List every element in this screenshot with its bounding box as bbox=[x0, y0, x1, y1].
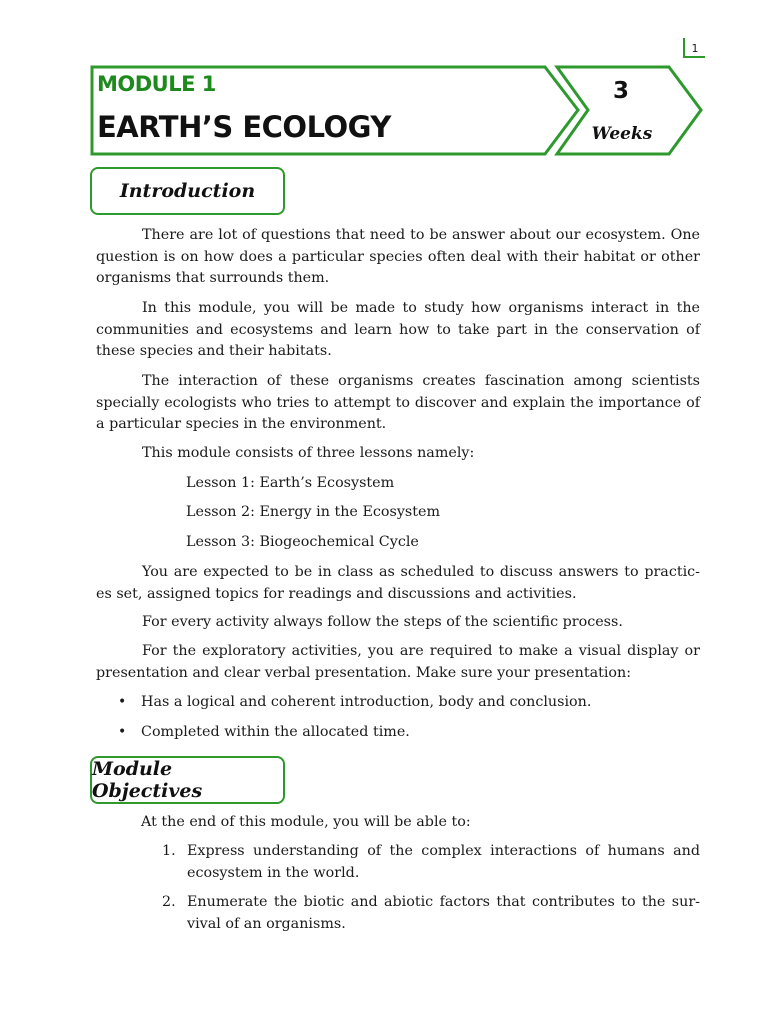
intro-paragraph-6: For every activity always follow the steps of the scientific process. bbox=[142, 614, 623, 630]
objective-item-2: Enumerate the biotic and abiotic factors that contributes to the sur-vival of an organisms. bbox=[187, 894, 700, 932]
bullet-marker: • bbox=[118, 694, 127, 710]
lesson-item-1: Lesson 1: Earth’s Ecosystem bbox=[186, 475, 395, 491]
duration-number: 3 bbox=[612, 78, 629, 104]
objective-number-2: 2. bbox=[162, 894, 176, 910]
intro-paragraph-4: This module consists of three lessons namely: bbox=[142, 445, 475, 461]
intro-paragraph-2: In this module, you will be made to study how organisms interact in the communities and ecosystems and learn how to take part in the conservation of these species and their habitats. bbox=[96, 300, 700, 359]
module-title: EARTH’S ECOLOGY bbox=[97, 110, 391, 144]
objectives-lead: At the end of this module, you will be able to: bbox=[141, 814, 471, 830]
bullet-marker: • bbox=[118, 724, 127, 740]
lesson-item-2: Lesson 2: Energy in the Ecosystem bbox=[186, 504, 441, 520]
objectives-heading: Module Objectives bbox=[90, 756, 285, 804]
intro-paragraph-3: The interaction of these organisms creates fascination among scientists specially ecologists who tries to attempt to discover and explain the importance of a particular species in the environment. bbox=[96, 373, 700, 432]
intro-paragraph-7: For the exploratory activities, you are required to make a visual display or presentation and clear verbal presentation. Make sure your presentation: bbox=[96, 643, 700, 681]
intro-paragraph-1: There are lot of questions that need to be answer about our ecosystem. One question is on how does a particular species often deal with their habitat or other organisms that surrounds them. bbox=[96, 227, 700, 286]
duration-unit: Weeks bbox=[591, 124, 653, 144]
intro-paragraph-5: You are expected to be in class as scheduled to discuss answers to practic-es set, assigned topics for readings and discussions and activities. bbox=[96, 564, 700, 602]
objective-number-1: 1. bbox=[162, 843, 176, 859]
bullet-item-1: Has a logical and coherent introduction, body and conclusion. bbox=[141, 694, 592, 710]
objective-item-1: Express understanding of the complex interactions of humans and ecosystem in the world. bbox=[187, 843, 700, 881]
page-number: 1 bbox=[683, 38, 705, 58]
module-label: MODULE 1 bbox=[97, 72, 216, 96]
bullet-item-2: Completed within the allocated time. bbox=[141, 724, 410, 740]
introduction-heading: Introduction bbox=[90, 167, 285, 215]
lesson-item-3: Lesson 3: Biogeochemical Cycle bbox=[186, 534, 419, 550]
